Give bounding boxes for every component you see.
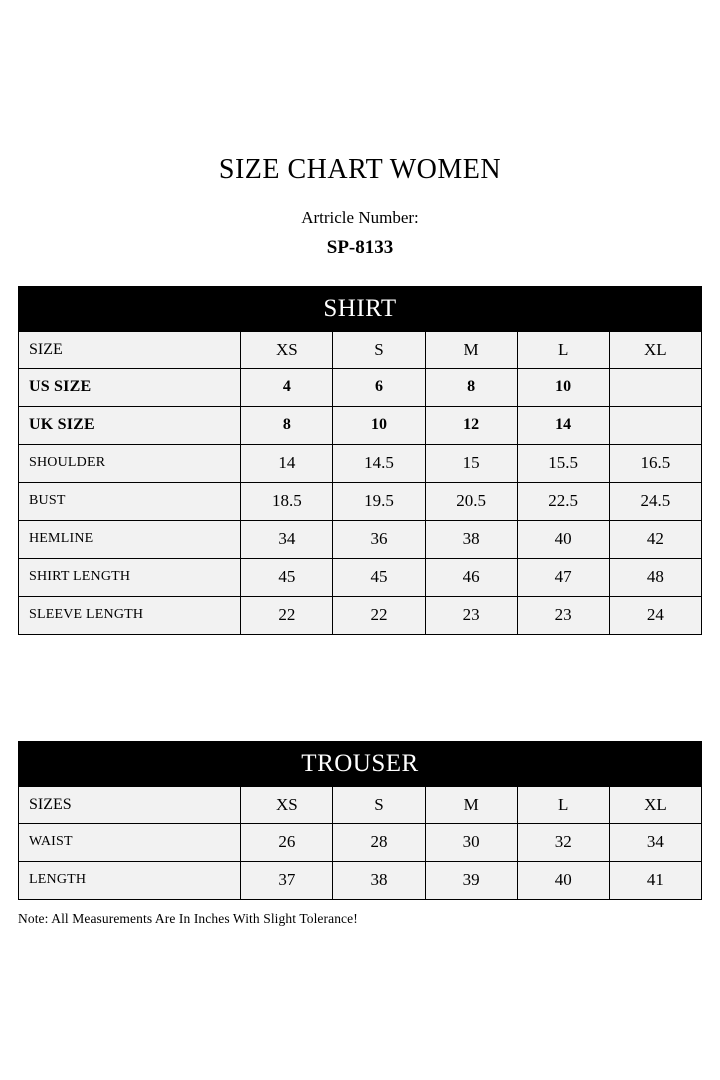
shirt-header-size-m: M (425, 331, 517, 368)
row-label: BUST (19, 482, 241, 520)
table-row (19, 596, 702, 634)
table-row (19, 520, 702, 558)
row-label: SHIRT LENGTH (19, 558, 241, 596)
row-value: 47 (517, 558, 609, 596)
trouser-table-container (18, 741, 702, 900)
shirt-table-container (18, 286, 702, 635)
row-value: 18.5 (241, 482, 333, 520)
trouser-header-size-s: S (333, 786, 425, 823)
row-value: 41 (609, 861, 701, 899)
row-value: 39 (425, 861, 517, 899)
trouser-band-row (19, 741, 702, 786)
row-value: 45 (241, 558, 333, 596)
row-value: 38 (333, 861, 425, 899)
row-value: 15 (425, 444, 517, 482)
shirt-header-label: SIZE (19, 331, 241, 368)
row-value: 38 (425, 520, 517, 558)
trouser-header-row (19, 786, 702, 823)
trouser-header-size-m: M (425, 786, 517, 823)
shirt-band-row (19, 286, 702, 331)
shirt-header-size-l: L (517, 331, 609, 368)
table-row (19, 368, 702, 406)
table-row (19, 406, 702, 444)
row-label: HEMLINE (19, 520, 241, 558)
page-title: SIZE CHART WOMEN (218, 154, 502, 185)
trouser-band-label: TROUSER (19, 741, 702, 786)
row-value: 12 (425, 406, 517, 444)
trouser-header-size-l: L (517, 786, 609, 823)
trouser-header-size-xl: XL (609, 786, 701, 823)
row-value: 10 (333, 406, 425, 444)
row-value: 22.5 (517, 482, 609, 520)
row-label: SHOULDER (19, 444, 241, 482)
article-number-value: SP-8133 (326, 237, 394, 259)
row-value: 48 (609, 558, 701, 596)
row-value: 40 (517, 861, 609, 899)
row-value: 34 (609, 823, 701, 861)
row-value: 20.5 (425, 482, 517, 520)
table-row (19, 482, 702, 520)
row-value: 24 (609, 596, 701, 634)
row-value: 14 (241, 444, 333, 482)
row-value: 10 (517, 368, 609, 406)
row-label: US SIZE (19, 368, 241, 406)
shirt-size-table (18, 286, 702, 635)
row-value: 24.5 (609, 482, 701, 520)
row-value: 30 (425, 823, 517, 861)
article-number-label: Artricle Number: (301, 207, 419, 227)
row-value: 8 (425, 368, 517, 406)
table-row (19, 823, 702, 861)
row-value: 14.5 (333, 444, 425, 482)
row-value: 22 (241, 596, 333, 634)
shirt-header-size-xl: XL (609, 331, 701, 368)
table-row (19, 558, 702, 596)
trouser-header-size-xs: XS (241, 786, 333, 823)
shirt-header-size-s: S (333, 331, 425, 368)
row-value: 28 (333, 823, 425, 861)
row-value: 37 (241, 861, 333, 899)
row-value: 36 (333, 520, 425, 558)
row-value: 42 (609, 520, 701, 558)
row-value: 15.5 (517, 444, 609, 482)
row-value: 4 (241, 368, 333, 406)
row-value: 23 (425, 596, 517, 634)
row-value: 6 (333, 368, 425, 406)
row-value (609, 368, 701, 406)
row-value: 46 (425, 558, 517, 596)
trouser-size-table (18, 741, 702, 900)
row-value: 26 (241, 823, 333, 861)
row-value: 32 (517, 823, 609, 861)
row-value: 14 (517, 406, 609, 444)
row-label: UK SIZE (19, 406, 241, 444)
row-value (609, 406, 701, 444)
measurement-note: Note: All Measurements Are In Inches With Slight Tolerance! (18, 910, 358, 926)
row-value: 16.5 (609, 444, 701, 482)
row-value: 8 (241, 406, 333, 444)
row-value: 19.5 (333, 482, 425, 520)
row-label: LENGTH (19, 861, 241, 899)
row-value: 34 (241, 520, 333, 558)
shirt-header-row (19, 331, 702, 368)
row-value: 45 (333, 558, 425, 596)
row-value: 22 (333, 596, 425, 634)
table-row (19, 444, 702, 482)
shirt-header-size-xs: XS (241, 331, 333, 368)
table-row (19, 861, 702, 899)
trouser-header-label: SIZES (19, 786, 241, 823)
shirt-band-label: SHIRT (19, 286, 702, 331)
row-value: 23 (517, 596, 609, 634)
row-label: WAIST (19, 823, 241, 861)
row-label: SLEEVE LENGTH (19, 596, 241, 634)
row-value: 40 (517, 520, 609, 558)
